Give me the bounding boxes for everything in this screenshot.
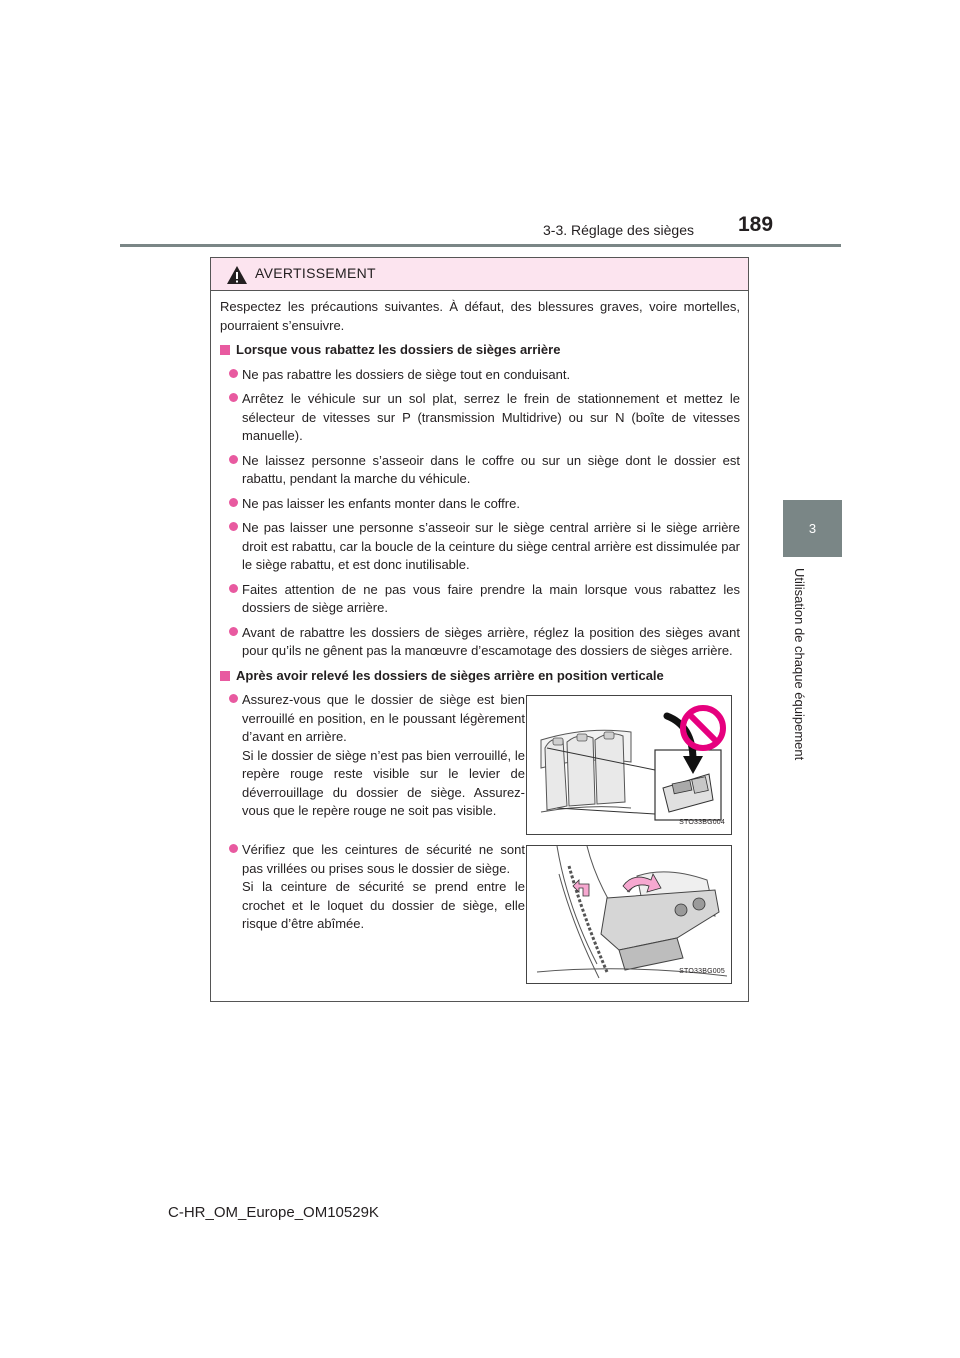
- list-item: [229, 390, 740, 446]
- pink-circle-bullet-icon: [229, 627, 238, 636]
- list-item-text: Assurez-vous que le dossier de siège est bien verrouillé en position, en le poussant légèrement d’avant en arrière.: [242, 692, 525, 744]
- warning-title: AVERTISSEMENT: [255, 265, 376, 281]
- pink-circle-bullet-icon: [229, 455, 238, 464]
- pink-square-bullet-icon: [220, 671, 230, 681]
- pink-square-bullet-icon: [220, 345, 230, 355]
- list-item-text: Ne laissez personne s’asseoir dans le coffre ou sur un siège dont le dossier est rabattu, pendant la marche du véhicule.: [242, 452, 740, 486]
- header-divider: [120, 244, 841, 247]
- list-item: [229, 691, 525, 821]
- warning-intro: Respectez les précautions suivantes. À défaut, des blessures graves, voire mortelles, pourraient s’ensuivre.: [220, 299, 740, 333]
- list-item-text: Vérifiez que les ceintures de sécurité ne sont pas vrillées ou prises sous le dossier de siège.: [242, 842, 525, 876]
- chapter-tab: 3: [783, 500, 842, 557]
- folding-precautions-list: [211, 366, 748, 661]
- list-item: [229, 624, 740, 661]
- section-heading-upright: [220, 667, 740, 686]
- pink-circle-bullet-icon: [229, 694, 238, 703]
- list-item-text: Avant de rabattre les dossiers de sièges arrière, réglez la position des sièges avant pour qu’ils ne gênent pas la manœuvre d’escamotage des dossiers de sièges arrière.: [242, 624, 740, 658]
- pink-circle-bullet-icon: [229, 393, 238, 402]
- pink-circle-bullet-icon: [229, 369, 238, 378]
- pink-circle-bullet-icon: [229, 522, 238, 531]
- pink-circle-bullet-icon: [229, 584, 238, 593]
- list-item-text: Faites attention de ne pas vous faire prendre la main lorsque vous rabattez les dossiers de siège arrière.: [242, 581, 740, 615]
- section-heading-text: Lorsque vous rabattez les dossiers de sièges arrière: [236, 342, 561, 357]
- list-item: [229, 452, 740, 489]
- pink-circle-bullet-icon: [229, 844, 238, 853]
- seat-lock-illustration: [526, 695, 732, 835]
- list-item-text: Si le dossier de siège n’est pas bien verrouillé, le repère rouge reste visible sur le levier de déverrouillage du dossier de siège. Assurez-vous que le repère rouge ne soit pas visible.: [242, 747, 525, 818]
- pink-circle-bullet-icon: [229, 498, 238, 507]
- section-heading-text: Après avoir relevé les dossiers de sièges arrière en position verticale: [236, 667, 664, 683]
- list-item-text: Si la ceinture de sécurité se prend entre le crochet et le loquet du dossier de siège, elle risque d’être abîmée.: [242, 879, 525, 931]
- figure-code: STO33BG004: [679, 818, 725, 826]
- document-code: C-HR_OM_Europe_OM10529K: [168, 1204, 379, 1221]
- list-item: [229, 366, 740, 385]
- warning-triangle-icon: [226, 265, 248, 285]
- seatbelt-illustration: [526, 845, 732, 984]
- list-item: [229, 581, 740, 618]
- figure-code: STO33BG005: [679, 967, 725, 975]
- list-item: [229, 519, 740, 575]
- list-item: [229, 841, 525, 934]
- warning-box: [210, 257, 749, 1002]
- section-heading-folding: [220, 341, 740, 360]
- warning-body: [211, 298, 748, 1003]
- list-item-text: Ne pas rabattre les dossiers de siège tout en conduisant.: [242, 366, 571, 382]
- page-number: 189: [738, 213, 774, 236]
- list-item-text: Arrêtez le véhicule sur un sol plat, serrez le frein de stationnement et mettez le sélecteur de vitesses sur P (transmission Multidrive) ou sur N (boîte de vitesses manuelle).: [242, 391, 740, 443]
- header-section-title: 3-3. Réglage des sièges: [543, 222, 694, 238]
- list-item-text: Ne pas laisser les enfants monter dans le coffre.: [242, 495, 520, 511]
- warning-header: [211, 258, 748, 291]
- list-item-text: Ne pas laisser une personne s’asseoir sur le siège central arrière si le siège arrière droit est rabattu, car la boucle de la ceinture du siège central arrière est dissimulée par le siège rabattu, et est donc inutilisable.: [242, 520, 740, 572]
- upright-checks: [211, 691, 748, 1003]
- list-item: [229, 495, 740, 514]
- chapter-title: Utilisation de chaque équipement: [792, 568, 807, 761]
